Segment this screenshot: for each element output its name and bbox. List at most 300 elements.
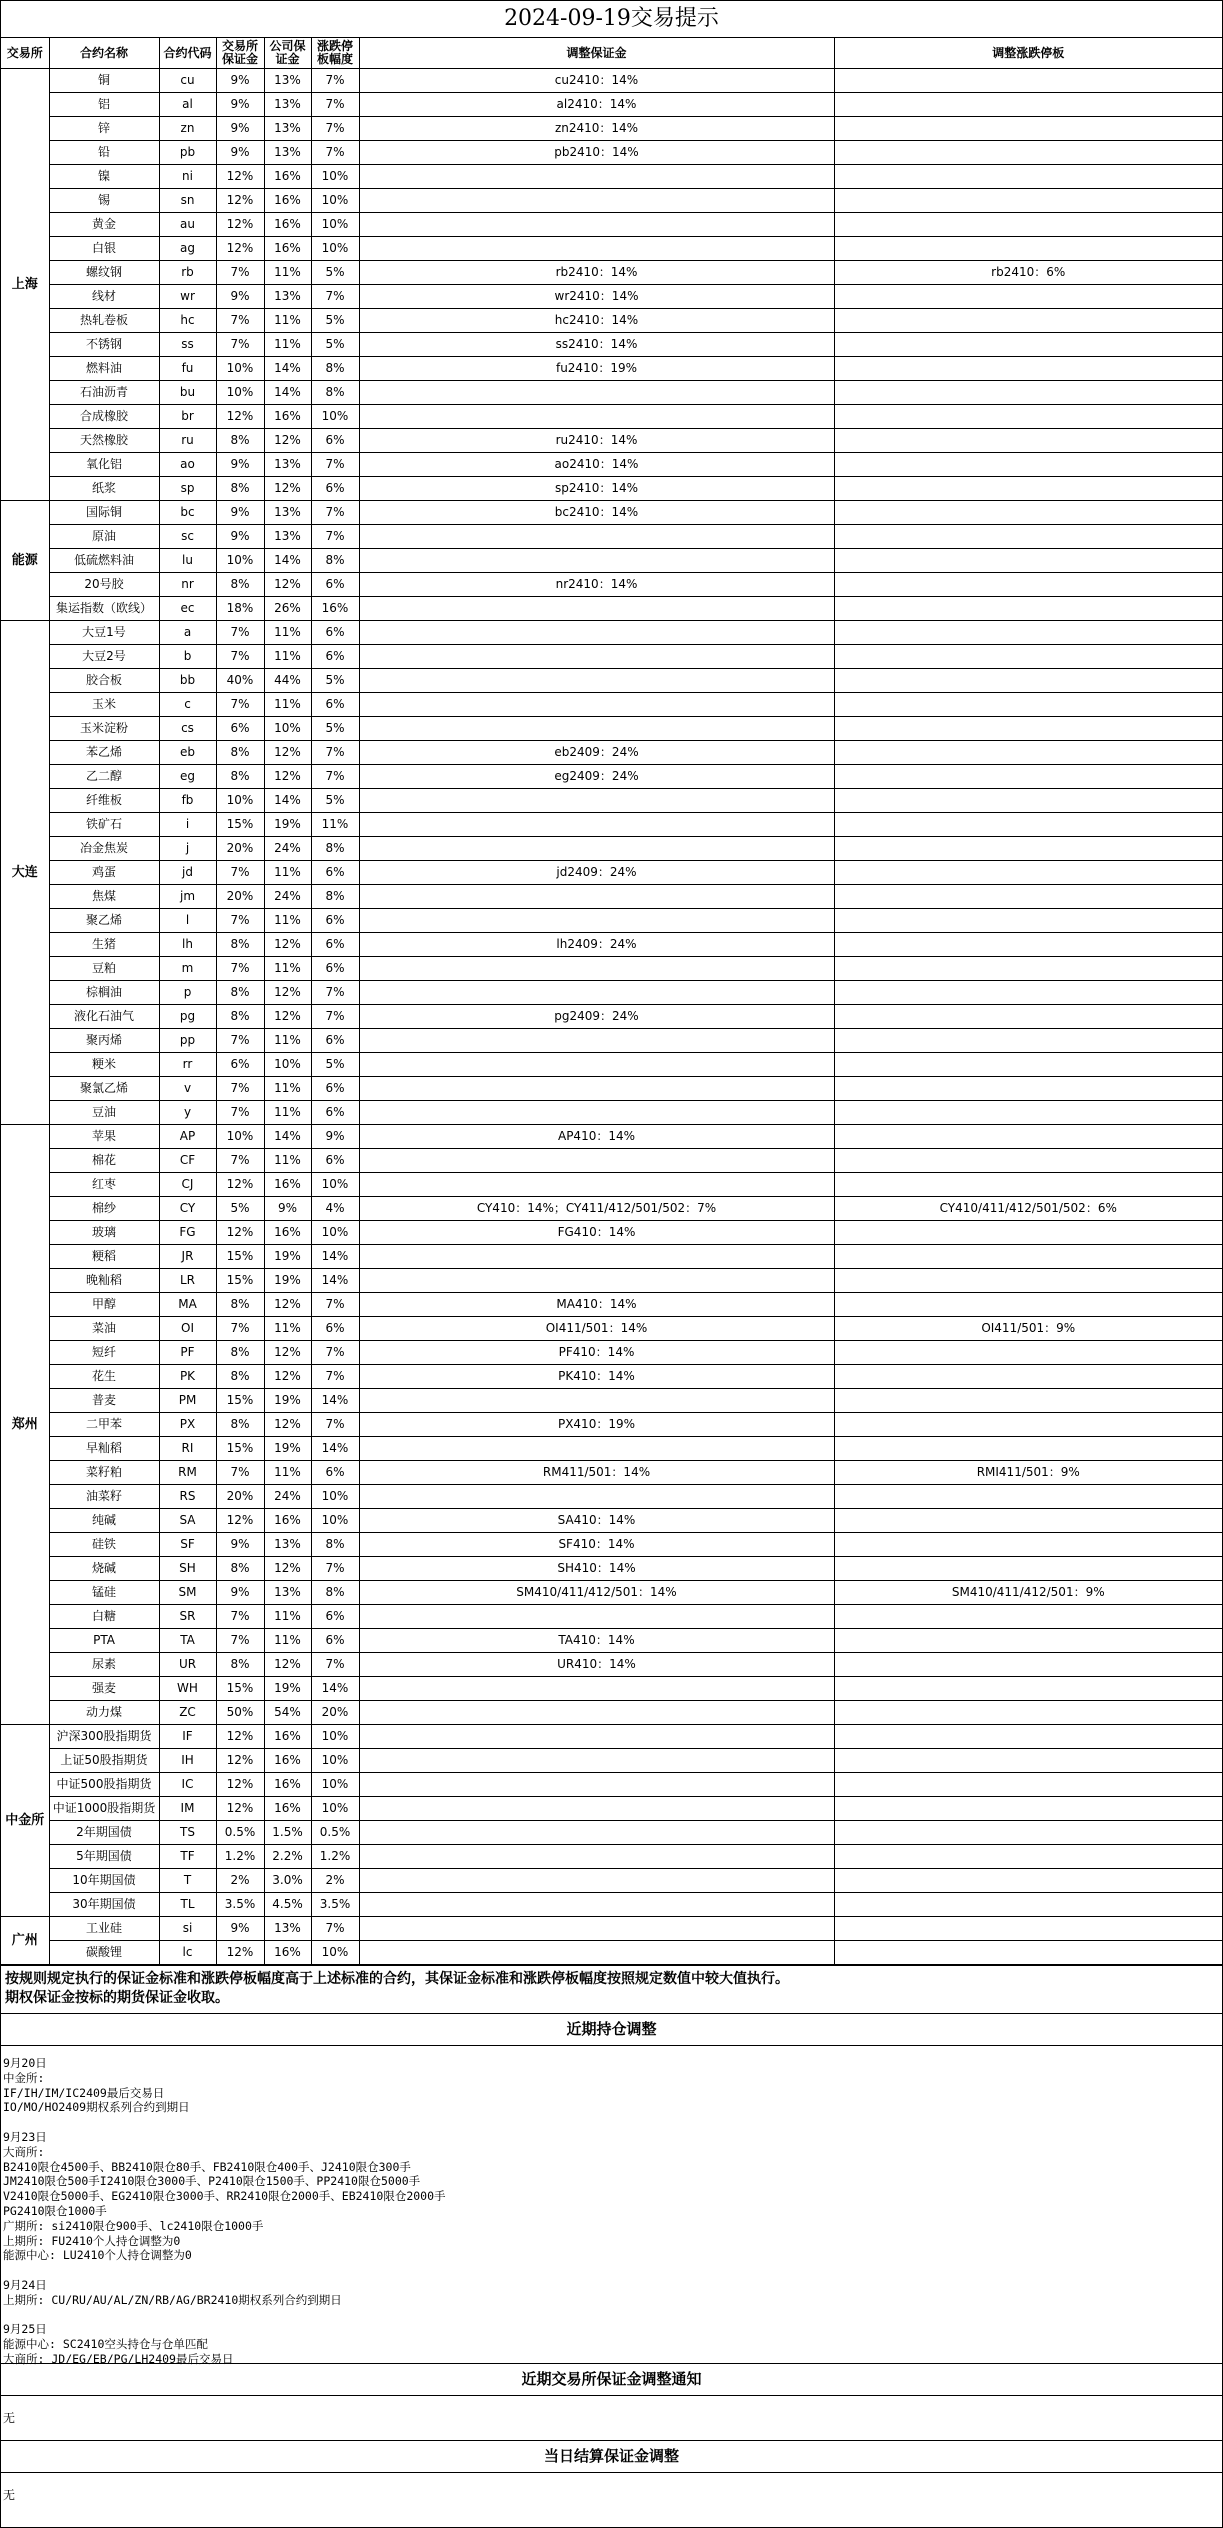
- price-limit-cell: 9%: [311, 1125, 359, 1149]
- contract-code-cell: hc: [159, 309, 216, 333]
- contract-code-cell: TF: [159, 1845, 216, 1869]
- company-margin-cell: 19%: [264, 813, 311, 837]
- position-adjust-line: PG2410限仓1000手: [3, 2203, 107, 2218]
- rules-note-line-2: 期权保证金按标的期货保证金收取。: [5, 1990, 229, 2006]
- adjusted-margin-cell: [359, 1485, 834, 1509]
- adjusted-margin-cell: jd2409：24%: [359, 861, 834, 885]
- adjusted-limit-cell: [834, 645, 1222, 669]
- adjusted-limit-cell: [834, 1029, 1222, 1053]
- adjusted-limit-cell: [834, 477, 1222, 501]
- adjusted-limit-cell: [834, 885, 1222, 909]
- settlement-margin-body: 无: [3, 2488, 16, 2502]
- adjusted-limit-cell: [834, 1005, 1222, 1029]
- contract-name-cell: 工业硅: [49, 1917, 159, 1941]
- table-row: [1, 1245, 1222, 1269]
- exchange-cell: 广州: [1, 1917, 49, 1965]
- contract-code-cell: p: [159, 981, 216, 1005]
- exchange-margin-cell: 40%: [216, 669, 264, 693]
- table-row: [1, 1653, 1222, 1677]
- exchange-margin-cell: 15%: [216, 1437, 264, 1461]
- adjusted-margin-cell: [359, 1797, 834, 1821]
- contract-code-cell: al: [159, 93, 216, 117]
- table-row: [1, 597, 1222, 621]
- table-row: [1, 525, 1222, 549]
- contract-name-cell: 螺纹钢: [49, 261, 159, 285]
- company-margin-cell: 16%: [264, 1725, 311, 1749]
- adjusted-margin-cell: [359, 549, 834, 573]
- company-margin-cell: 44%: [264, 669, 311, 693]
- exchange-margin-cell: 1.2%: [216, 1845, 264, 1869]
- adjusted-limit-cell: OI411/501：9%: [834, 1317, 1222, 1341]
- price-limit-cell: 7%: [311, 1365, 359, 1389]
- contract-name-cell: 2年期国债: [49, 1821, 159, 1845]
- adjusted-limit-cell: [834, 1125, 1222, 1149]
- contract-code-cell: pp: [159, 1029, 216, 1053]
- price-limit-cell: 10%: [311, 1941, 359, 1965]
- company-margin-cell: 24%: [264, 1485, 311, 1509]
- exchange-margin-cell: 12%: [216, 1509, 264, 1533]
- adjusted-margin-cell: [359, 405, 834, 429]
- company-margin-cell: 16%: [264, 1749, 311, 1773]
- adjusted-limit-cell: [834, 981, 1222, 1005]
- company-margin-cell: 19%: [264, 1437, 311, 1461]
- adjusted-margin-cell: [359, 1437, 834, 1461]
- contract-name-cell: 甲醇: [49, 1293, 159, 1317]
- contract-code-cell: CY: [159, 1197, 216, 1221]
- adjusted-limit-cell: [834, 1149, 1222, 1173]
- company-margin-cell: 13%: [264, 1581, 311, 1605]
- adjusted-limit-cell: [834, 1053, 1222, 1077]
- company-margin-cell: 11%: [264, 1629, 311, 1653]
- contract-code-cell: i: [159, 813, 216, 837]
- rules-note-line-1: 按规则规定执行的保证金标准和涨跌停板幅度高于上述标准的合约，其保证金标准和涨跌停板幅度按照规定数值中较大值执行。: [5, 1971, 789, 1987]
- company-margin-cell: 11%: [264, 1461, 311, 1485]
- table-row: [1, 477, 1222, 501]
- exchange-margin-cell: 8%: [216, 1653, 264, 1677]
- adjusted-limit-cell: [834, 1605, 1222, 1629]
- price-limit-cell: 6%: [311, 933, 359, 957]
- price-limit-cell: 7%: [311, 1653, 359, 1677]
- company-margin-cell: 12%: [264, 1557, 311, 1581]
- price-limit-cell: 5%: [311, 309, 359, 333]
- contract-code-cell: RI: [159, 1437, 216, 1461]
- table-row: [1, 765, 1222, 789]
- table-row: [1, 1005, 1222, 1029]
- table-row: [1, 165, 1222, 189]
- contract-code-cell: si: [159, 1917, 216, 1941]
- contract-code-cell: CJ: [159, 1173, 216, 1197]
- contract-code-cell: T: [159, 1869, 216, 1893]
- table-row: [1, 693, 1222, 717]
- table-row: [1, 789, 1222, 813]
- exchange-margin-cell: 12%: [216, 237, 264, 261]
- company-margin-cell: 9%: [264, 1197, 311, 1221]
- price-limit-cell: 6%: [311, 1629, 359, 1653]
- adjusted-margin-cell: [359, 621, 834, 645]
- exchange-margin-cell: 0.5%: [216, 1821, 264, 1845]
- company-margin-cell: 16%: [264, 165, 311, 189]
- table-row: [1, 93, 1222, 117]
- adjusted-limit-cell: [834, 1077, 1222, 1101]
- table-row: [1, 1365, 1222, 1389]
- exchange-margin-cell: 7%: [216, 693, 264, 717]
- exchange-margin-cell: 9%: [216, 117, 264, 141]
- exchange-margin-cell: 15%: [216, 1389, 264, 1413]
- company-margin-cell: 12%: [264, 573, 311, 597]
- price-limit-cell: 7%: [311, 1005, 359, 1029]
- contract-code-cell: AP: [159, 1125, 216, 1149]
- adjusted-limit-cell: [834, 765, 1222, 789]
- adjusted-margin-cell: [359, 1821, 834, 1845]
- exchange-margin-cell: 7%: [216, 1101, 264, 1125]
- table-row: [1, 1701, 1222, 1725]
- company-margin-cell: 10%: [264, 1053, 311, 1077]
- adjusted-margin-cell: [359, 885, 834, 909]
- adjusted-margin-cell: [359, 189, 834, 213]
- company-margin-cell: 16%: [264, 1509, 311, 1533]
- contract-code-cell: RS: [159, 1485, 216, 1509]
- exchange-margin-notice-body: 无: [3, 2411, 16, 2425]
- contract-code-cell: bb: [159, 669, 216, 693]
- price-limit-cell: 7%: [311, 981, 359, 1005]
- price-limit-cell: 8%: [311, 357, 359, 381]
- adjusted-margin-cell: eb2409：24%: [359, 741, 834, 765]
- contract-name-cell: 玉米淀粉: [49, 717, 159, 741]
- adjusted-margin-cell: [359, 525, 834, 549]
- price-limit-cell: 7%: [311, 765, 359, 789]
- adjusted-margin-cell: [359, 789, 834, 813]
- company-margin-cell: 16%: [264, 189, 311, 213]
- contract-name-cell: 锡: [49, 189, 159, 213]
- company-margin-cell: 11%: [264, 909, 311, 933]
- adjusted-limit-cell: CY410/411/412/501/502：6%: [834, 1197, 1222, 1221]
- contract-name-cell: 棉花: [49, 1149, 159, 1173]
- adjusted-margin-cell: ss2410：14%: [359, 333, 834, 357]
- price-limit-cell: 7%: [311, 1557, 359, 1581]
- company-margin-cell: 11%: [264, 1101, 311, 1125]
- contract-name-cell: 大豆1号: [49, 621, 159, 645]
- adjusted-margin-cell: [359, 693, 834, 717]
- price-limit-cell: 7%: [311, 285, 359, 309]
- price-limit-cell: 10%: [311, 189, 359, 213]
- price-limit-cell: 10%: [311, 1221, 359, 1245]
- exchange-margin-notice-title: 近期交易所保证金调整通知: [1, 2363, 1222, 2396]
- company-margin-cell: 11%: [264, 1029, 311, 1053]
- contract-code-cell: c: [159, 693, 216, 717]
- header-exchange-margin: 交易所保证金: [216, 38, 264, 69]
- contract-code-cell: UR: [159, 1653, 216, 1677]
- contract-code-cell: PK: [159, 1365, 216, 1389]
- price-limit-cell: 6%: [311, 1317, 359, 1341]
- adjusted-margin-cell: [359, 1053, 834, 1077]
- position-adjust-line: 上期所: FU2410个人持仓调整为0: [3, 2233, 181, 2248]
- contract-name-cell: 热轧卷板: [49, 309, 159, 333]
- adjusted-limit-cell: [834, 1413, 1222, 1437]
- adjusted-limit-cell: [834, 1365, 1222, 1389]
- price-limit-cell: 5%: [311, 1053, 359, 1077]
- exchange-margin-cell: 8%: [216, 741, 264, 765]
- contract-name-cell: 低硫燃料油: [49, 549, 159, 573]
- contract-code-cell: TL: [159, 1893, 216, 1917]
- contract-name-cell: 硅铁: [49, 1533, 159, 1557]
- contract-name-cell: 中证1000股指期货: [49, 1797, 159, 1821]
- contract-name-cell: 棕榈油: [49, 981, 159, 1005]
- contract-name-cell: 尿素: [49, 1653, 159, 1677]
- price-limit-cell: 10%: [311, 1485, 359, 1509]
- contract-name-cell: 乙二醇: [49, 765, 159, 789]
- contract-code-cell: j: [159, 837, 216, 861]
- contract-name-cell: 花生: [49, 1365, 159, 1389]
- exchange-margin-cell: 8%: [216, 1365, 264, 1389]
- company-margin-cell: 13%: [264, 117, 311, 141]
- contract-name-cell: 菜籽粕: [49, 1461, 159, 1485]
- table-row: [1, 885, 1222, 909]
- table-row: [1, 1869, 1222, 1893]
- adjusted-limit-cell: RMI411/501：9%: [834, 1461, 1222, 1485]
- company-margin-cell: 12%: [264, 765, 311, 789]
- contract-code-cell: fb: [159, 789, 216, 813]
- price-limit-cell: 10%: [311, 1797, 359, 1821]
- adjusted-margin-cell: MA410：14%: [359, 1293, 834, 1317]
- company-margin-cell: 2.2%: [264, 1845, 311, 1869]
- adjusted-limit-cell: [834, 1629, 1222, 1653]
- exchange-margin-cell: 9%: [216, 453, 264, 477]
- price-limit-cell: 7%: [311, 1917, 359, 1941]
- price-limit-cell: 5%: [311, 261, 359, 285]
- contract-name-cell: 二甲苯: [49, 1413, 159, 1437]
- adjusted-limit-cell: [834, 717, 1222, 741]
- table-row: [1, 261, 1222, 285]
- company-margin-cell: 12%: [264, 1293, 311, 1317]
- company-margin-cell: 12%: [264, 1413, 311, 1437]
- adjusted-margin-cell: ao2410：14%: [359, 453, 834, 477]
- contract-code-cell: zn: [159, 117, 216, 141]
- contract-name-cell: 原油: [49, 525, 159, 549]
- price-limit-cell: 8%: [311, 1533, 359, 1557]
- exchange-margin-cell: 12%: [216, 189, 264, 213]
- contract-code-cell: SR: [159, 1605, 216, 1629]
- exchange-margin-cell: 7%: [216, 1029, 264, 1053]
- position-adjust-line: 能源中心: LU2410个人持仓调整为0: [3, 2248, 192, 2263]
- exchange-margin-cell: 10%: [216, 381, 264, 405]
- adjusted-limit-cell: [834, 189, 1222, 213]
- contract-code-cell: eg: [159, 765, 216, 789]
- contract-code-cell: br: [159, 405, 216, 429]
- table-row: [1, 1293, 1222, 1317]
- position-adjust-line: 上期所: CU/RU/AU/AL/ZN/RB/AG/BR2410期权系列合约到期日: [3, 2292, 342, 2307]
- adjusted-margin-cell: PF410：14%: [359, 1341, 834, 1365]
- price-limit-cell: 6%: [311, 621, 359, 645]
- company-margin-cell: 16%: [264, 1173, 311, 1197]
- price-limit-cell: 6%: [311, 1605, 359, 1629]
- exchange-margin-cell: 7%: [216, 1317, 264, 1341]
- adjusted-limit-cell: [834, 213, 1222, 237]
- exchange-margin-cell: 9%: [216, 93, 264, 117]
- position-adjust-line: IF/IH/IM/IC2409最后交易日: [3, 2085, 165, 2100]
- exchange-margin-cell: 8%: [216, 1413, 264, 1437]
- company-margin-cell: 11%: [264, 309, 311, 333]
- price-limit-cell: 8%: [311, 381, 359, 405]
- exchange-margin-cell: 8%: [216, 765, 264, 789]
- table-row: [1, 1725, 1222, 1749]
- table-row: [1, 381, 1222, 405]
- position-adjust-title: 近期持仓调整: [1, 2013, 1222, 2046]
- company-margin-cell: 12%: [264, 741, 311, 765]
- adjusted-limit-cell: [834, 285, 1222, 309]
- exchange-margin-cell: 12%: [216, 1173, 264, 1197]
- adjusted-margin-cell: [359, 237, 834, 261]
- exchange-margin-cell: 7%: [216, 1629, 264, 1653]
- exchange-margin-cell: 9%: [216, 141, 264, 165]
- table-row: [1, 453, 1222, 477]
- adjusted-limit-cell: [834, 1773, 1222, 1797]
- adjusted-limit-cell: [834, 909, 1222, 933]
- table-row: [1, 1077, 1222, 1101]
- exchange-margin-cell: 8%: [216, 477, 264, 501]
- price-limit-cell: 10%: [311, 165, 359, 189]
- exchange-margin-cell: 7%: [216, 1461, 264, 1485]
- exchange-margin-cell: 10%: [216, 357, 264, 381]
- contract-name-cell: 普麦: [49, 1389, 159, 1413]
- contract-name-cell: 苹果: [49, 1125, 159, 1149]
- table-row: [1, 285, 1222, 309]
- adjusted-limit-cell: [834, 789, 1222, 813]
- adjusted-margin-cell: [359, 1917, 834, 1941]
- adjusted-limit-cell: [834, 429, 1222, 453]
- price-limit-cell: 11%: [311, 813, 359, 837]
- settlement-margin-title: 当日结算保证金调整: [1, 2440, 1222, 2473]
- price-limit-cell: 7%: [311, 93, 359, 117]
- contract-name-cell: 国际铜: [49, 501, 159, 525]
- contract-code-cell: IC: [159, 1773, 216, 1797]
- exchange-margin-cell: 9%: [216, 1581, 264, 1605]
- adjusted-limit-cell: [834, 1677, 1222, 1701]
- contract-name-cell: 纸浆: [49, 477, 159, 501]
- page-title: 2024-09-19交易提示: [1, 1, 1222, 38]
- exchange-margin-cell: 2%: [216, 1869, 264, 1893]
- exchange-margin-cell: 15%: [216, 1677, 264, 1701]
- company-margin-cell: 12%: [264, 981, 311, 1005]
- exchange-margin-cell: 8%: [216, 933, 264, 957]
- exchange-margin-cell: 6%: [216, 1053, 264, 1077]
- contract-name-cell: 镍: [49, 165, 159, 189]
- exchange-margin-cell: 8%: [216, 1005, 264, 1029]
- price-limit-cell: 1.2%: [311, 1845, 359, 1869]
- exchange-margin-cell: 10%: [216, 549, 264, 573]
- position-adjust-line: B2410限仓4500手、BB2410限仓80手、FB2410限仓400手、J2410限仓300手: [3, 2159, 411, 2174]
- exchange-margin-cell: 8%: [216, 1293, 264, 1317]
- company-margin-cell: 16%: [264, 1773, 311, 1797]
- exchange-margin-cell: 7%: [216, 309, 264, 333]
- price-limit-cell: 10%: [311, 1173, 359, 1197]
- table-row: [1, 909, 1222, 933]
- position-adjust-line: 大商所:: [3, 2144, 45, 2159]
- adjusted-margin-cell: nr2410：14%: [359, 573, 834, 597]
- contract-code-cell: ru: [159, 429, 216, 453]
- contract-code-cell: MA: [159, 1293, 216, 1317]
- adjusted-margin-cell: UR410：14%: [359, 1653, 834, 1677]
- adjusted-margin-cell: [359, 1173, 834, 1197]
- contract-name-cell: 合成橡胶: [49, 405, 159, 429]
- adjusted-margin-cell: [359, 1077, 834, 1101]
- position-adjust-line: 大商所: JD/EG/EB/PG/LH2409最后交易日: [3, 2351, 234, 2366]
- adjusted-margin-cell: SA410：14%: [359, 1509, 834, 1533]
- adjusted-limit-cell: [834, 381, 1222, 405]
- contract-code-cell: a: [159, 621, 216, 645]
- adjusted-limit-cell: [834, 1797, 1222, 1821]
- table-row: [1, 1485, 1222, 1509]
- adjusted-limit-cell: [834, 1293, 1222, 1317]
- adjusted-margin-cell: [359, 165, 834, 189]
- adjusted-limit-cell: SM410/411/412/501：9%: [834, 1581, 1222, 1605]
- exchange-margin-cell: 7%: [216, 333, 264, 357]
- contract-name-cell: 红枣: [49, 1173, 159, 1197]
- adjusted-margin-cell: [359, 669, 834, 693]
- price-limit-cell: 6%: [311, 1461, 359, 1485]
- table-row: [1, 981, 1222, 1005]
- adjusted-margin-cell: CY410：14%；CY411/412/501/502：7%: [359, 1197, 834, 1221]
- exchange-margin-cell: 20%: [216, 885, 264, 909]
- price-limit-cell: 10%: [311, 213, 359, 237]
- contract-name-cell: 30年期国债: [49, 1893, 159, 1917]
- exchange-margin-cell: 9%: [216, 69, 264, 93]
- adjusted-margin-cell: [359, 645, 834, 669]
- table-row: [1, 309, 1222, 333]
- header-company-margin: 公司保证金: [264, 38, 311, 69]
- adjusted-margin-cell: SH410：14%: [359, 1557, 834, 1581]
- contract-name-cell: 胶合板: [49, 669, 159, 693]
- company-margin-cell: 13%: [264, 141, 311, 165]
- table-row: [1, 141, 1222, 165]
- company-margin-cell: 24%: [264, 885, 311, 909]
- adjusted-margin-cell: [359, 1245, 834, 1269]
- price-limit-cell: 7%: [311, 117, 359, 141]
- adjusted-limit-cell: [834, 693, 1222, 717]
- contract-code-cell: lc: [159, 1941, 216, 1965]
- adjusted-margin-cell: ru2410：14%: [359, 429, 834, 453]
- exchange-margin-cell: 10%: [216, 1125, 264, 1149]
- company-margin-cell: 16%: [264, 1797, 311, 1821]
- table-row: [1, 1149, 1222, 1173]
- company-margin-cell: 11%: [264, 645, 311, 669]
- table-row: [1, 1797, 1222, 1821]
- table-row: [1, 837, 1222, 861]
- exchange-margin-cell: 15%: [216, 1269, 264, 1293]
- adjusted-margin-cell: [359, 381, 834, 405]
- company-margin-cell: 16%: [264, 1221, 311, 1245]
- contract-name-cell: 锰硅: [49, 1581, 159, 1605]
- adjusted-margin-cell: PK410：14%: [359, 1365, 834, 1389]
- position-adjust-line: 9月25日: [3, 2322, 47, 2337]
- exchange-margin-cell: 15%: [216, 813, 264, 837]
- position-adjust-line: 能源中心: SC2410空头持仓与仓单匹配: [3, 2337, 208, 2352]
- contract-name-cell: 黄金: [49, 213, 159, 237]
- price-limit-cell: 14%: [311, 1677, 359, 1701]
- exchange-margin-cell: 5%: [216, 1197, 264, 1221]
- exchange-margin-cell: 8%: [216, 573, 264, 597]
- adjusted-margin-cell: [359, 1149, 834, 1173]
- contract-name-cell: 动力煤: [49, 1701, 159, 1725]
- contract-code-cell: LR: [159, 1269, 216, 1293]
- adjusted-limit-cell: [834, 837, 1222, 861]
- adjusted-limit-cell: [834, 1917, 1222, 1941]
- exchange-margin-cell: 12%: [216, 1725, 264, 1749]
- price-limit-cell: 8%: [311, 837, 359, 861]
- contract-code-cell: eb: [159, 741, 216, 765]
- company-margin-cell: 14%: [264, 381, 311, 405]
- adjusted-margin-cell: [359, 1845, 834, 1869]
- adjusted-limit-cell: [834, 573, 1222, 597]
